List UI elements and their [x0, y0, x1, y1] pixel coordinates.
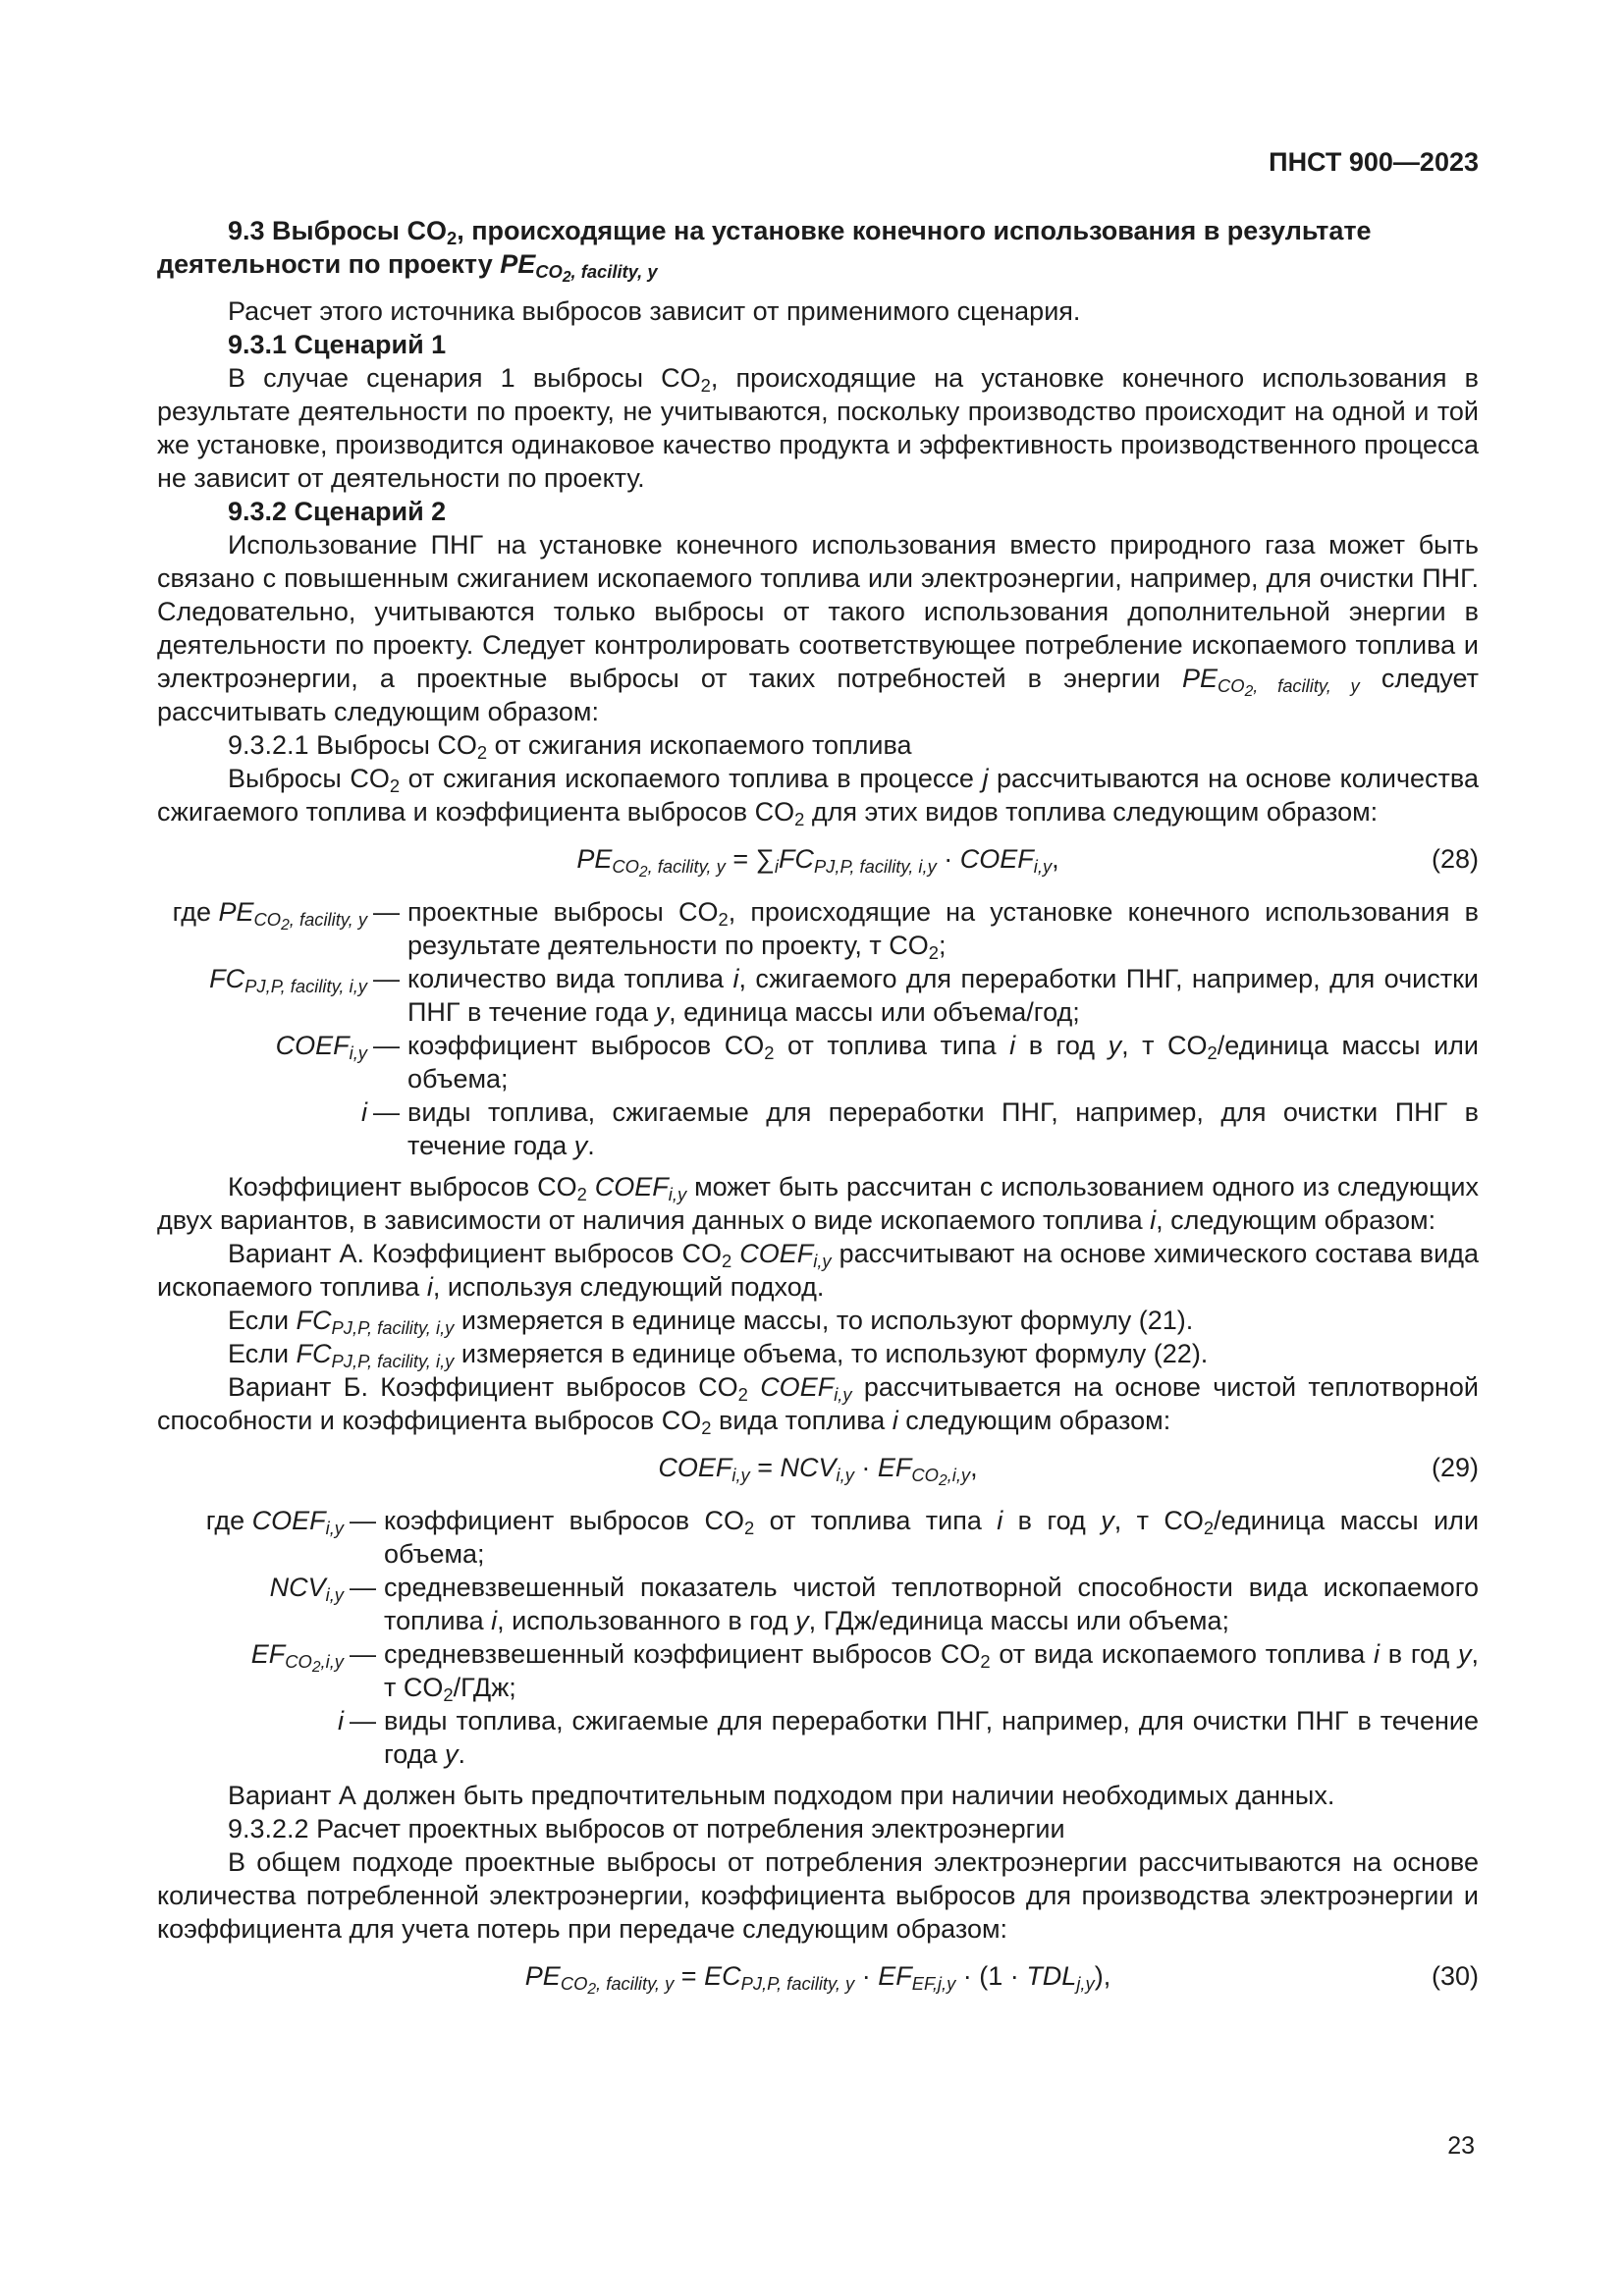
section-heading-9-3: 9.3 Выбросы $CO_2$, происходящие на установке конечного использования в результате деятельности по проекту $PE_{CO_2, facility, y}$	[157, 216, 1372, 287]
definition-item: $EF_{CO_2,i,y}$ — средневзвешенный коэффициент выбросов $CO_2$ от вида ископаемого топлива i в год y, т $CO_2$/ГДж;	[250, 1639, 1479, 1706]
coefficient-paragraph: Коэффициент выбросов $CO_2$ $COEF_{i,y}$ может быть рассчитан с использованием одного из следующих двух вариантов, в зависимости от наличия данных о виде ископаемого топлива i, следующим образом:	[157, 1172, 1479, 1235]
definition-item: где $COEF_{i,y}$ — коэффициент выбросов $CO_2$ от топлива типа i в год y, т $CO_2$/единица массы или объема;	[205, 1506, 1480, 1569]
formula-28-number: (28)	[1431, 844, 1479, 874]
standard-code: ПНСТ 900—2023	[1269, 147, 1479, 177]
variant-a-paragraph: Вариант А. Коэффициент выбросов $CO_2$ $COEF_{i,y}$ рассчитывают на основе химического состава вида ископаемого топлива i, используя следующий подход.	[157, 1239, 1479, 1302]
formula-29-expression: $COEF_{i,y} = NCV_{i,y} \cdot EF_{CO_2,i,y}$,	[658, 1453, 978, 1490]
if-mass-paragraph: Если $FC_{PJ,P, facility, i,y}$ измеряется в единице массы, то используют формулу (21).	[228, 1306, 1194, 1339]
scenario-1-heading: 9.3.1 Сценарий 1	[228, 330, 447, 359]
formula-29-number: (29)	[1431, 1453, 1479, 1482]
formula-30	[157, 1951, 1479, 2002]
scenario-2-text: Использование ПНГ на установке конечного использования вместо природного газа может быть связано с повышенным сжиганием ископаемого топлива или электроэнергии, например, для очистки ПНГ. Следовательно, учитываются только выбросы от такого использования дополнительной энергии в деятельности по проекту. Следует контролировать соответствующее потребление ископаемого топлива и электроэнергии, а проектные выбросы от таких потребностей в энергии $PE_{CO_2, facility, y}$ следует рассчитывать следующим образом:	[157, 530, 1479, 726]
formula-29	[157, 1443, 1479, 1494]
formula-30-expression: $PE_{CO_2, facility, y} = EC_{PJ,P, facility, y} \cdot EF_{EF,j,y} \cdot (1 \cdot TDL_{j,y})$,	[524, 1961, 1111, 1999]
formula-28	[157, 834, 1479, 885]
subsection-9-3-2-1-text: Выбросы $CO_2$ от сжигания ископаемого топлива в процессе j рассчитываются на основе количества сжигаемого топлива и коэффициента выбросов $CO_2$ для этих видов топлива следующим образом:	[157, 764, 1479, 830]
subsection-9-3-2-2-heading: 9.3.2.2 Расчет проектных выбросов от потребления электроэнергии	[228, 1814, 1065, 1843]
definition-item: $FC_{PJ,P, facility, i,y}$ — количество вида топлива i, сжигаемого для переработки ПНГ, например, для очистки ПНГ в течение года y, единица массы или объема/год;	[209, 964, 1479, 1027]
definition-item: $COEF_{i,y}$ — коэффициент выбросов $CO_2$ от топлива типа i в год y, т $CO_2$/единица массы или объема;	[275, 1031, 1479, 1094]
definition-item: $NCV_{i,y}$ — средневзвешенный показатель чистой теплотворной способности вида ископаемого топлива i, использованного в год y, ГДж/единица массы или объема;	[269, 1573, 1479, 1635]
subsection-9-3-2-2-text: В общем подходе проектные выбросы от потребления электроэнергии рассчитываются на основе количества потребленной электроэнергии, коэффициента выбросов для производства электроэнергии и коэффициента для учета потерь при передаче следующим образом:	[157, 1847, 1479, 1944]
definition-item: где $PE_{CO_2, facility, y}$ — проектные выбросы $CO_2$, происходящие на установке конечного использования в результате деятельности по проекту, т $CO_2$;	[172, 897, 1479, 964]
if-volume-paragraph: Если $FC_{PJ,P, facility, i,y}$ измеряется в единице объема, то используют формулу (22).	[228, 1339, 1209, 1372]
subsection-9-3-2-1-heading: 9.3.2.1 Выбросы $CO_2$ от сжигания ископаемого топлива	[228, 730, 912, 764]
formula-30-number: (30)	[1431, 1961, 1479, 1991]
section-intro: Расчет этого источника выбросов зависит от применимого сценария.	[228, 296, 1081, 326]
formula-28-expression: $PE_{CO_2, facility, y} = \sum_iFC_{PJ,P, facility, i,y}$ · $COEF_{i,y}$,	[576, 844, 1059, 881]
page-number: 23	[1447, 2132, 1475, 2160]
page-content	[157, 214, 1479, 2012]
preference-paragraph: Вариант А должен быть предпочтительным подходом при наличии необходимых данных.	[228, 1781, 1335, 1810]
variable-definitions-28	[157, 895, 1479, 1162]
variable-definitions-29	[157, 1504, 1479, 1771]
scenario-1-text: В случае сценария 1 выбросы $CO_2$, происходящие на установке конечного использования в результате деятельности по проекту, не учитываются, поскольку производство происходит на одной и той же установке, производится одинаковое качество продукта и эффективность производственного процесса не зависит от деятельности по проекту.	[157, 363, 1479, 493]
definition-item: i — виды топлива, сжигаемые для переработки ПНГ, например, для очистки ПНГ в течение года y.	[361, 1097, 1479, 1160]
definition-item: i — виды топлива, сжигаемые для переработки ПНГ, например, для очистки ПНГ в течение года y.	[338, 1706, 1479, 1769]
variant-b-paragraph: Вариант Б. Коэффициент выбросов $CO_2$ $COEF_{i,y}$ рассчитывается на основе чистой теплотворной способности и коэффициента выбросов $CO_2$ вида топлива i следующим образом:	[157, 1372, 1479, 1439]
scenario-2-heading: 9.3.2 Сценарий 2	[228, 497, 447, 526]
